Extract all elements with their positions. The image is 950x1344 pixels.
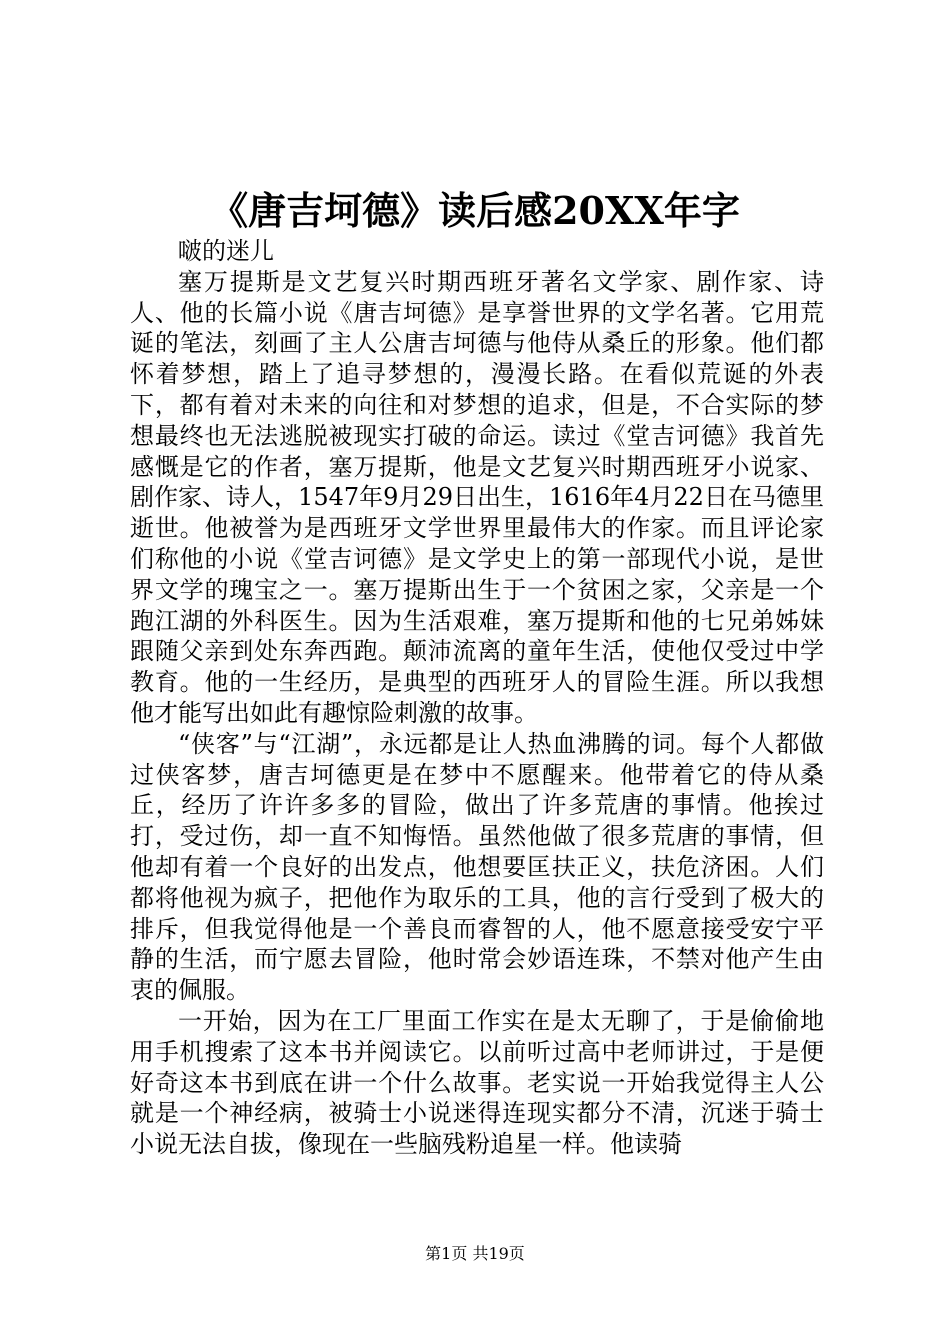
paragraph-3: 一开始，因为在工厂里面工作实在是太无聊了，于是偷偷地用手机搜索了这本书并阅读它。以前听过高中老师讲过，于是便好奇这本书到底在讲一个什么故事。老实说一开始我觉得主人公就是一个神经病，被骑士小说迷得连现实都分不清，沉迷于骑士小说无法自拔，像现在一些脑残粉追星一样。他读骑 [130, 1006, 824, 1159]
author-line: 啵的迷儿 [178, 237, 274, 265]
document-title: 《唐吉坷德》读后感20XX年字 [210, 188, 740, 233]
page-footer: 第1页 共19页 [425, 1244, 525, 1263]
document-body [130, 236, 824, 1160]
paragraph-2: “侠客”与“江湖”，永远都是让人热血沸腾的词。每个人都做过侠客梦，唐吉坷德更是在梦中不愿醒来。他带着它的侍从桑丘，经历了许许多多的冒险，做出了许多荒唐的事情。他挨过打，受过伤，却一直不知悔悟。虽然他做了很多荒唐的事情，但他却有着一个良好的出发点，他想要匡扶正义，扶危济困。人们都将他视为疯子，把他作为取乐的工具，他的言行受到了极大的排斥，但我觉得他是一个善良而睿智的人，他不愿意接受安宁平静的生活，而宁愿去冒险，他时常会妙语连珠，不禁对他产生由衷的佩服。 [130, 729, 824, 1005]
paragraph-1: 塞万提斯是文艺复兴时期西班牙著名文学家、剧作家、诗人、他的长篇小说《唐吉坷德》是享誉世界的文学名著。它用荒诞的笔法，刻画了主人公唐吉坷德与他侍从桑丘的形象。他们都怀着梦想，踏上了追寻梦想的，漫漫长路。在看似荒诞的外表下，都有着对未来的向往和对梦想的追求，但是，不合实际的梦想最终也无法逃脱被现实打破的命运。读过《堂吉诃德》我首先感慨是它的作者，塞万提斯，他是文艺复兴时期西班牙小说家、剧作家、诗人，1547年9月29日出生，1616年4月22日在马德里逝世。他被誉为是西班牙文学世界里最伟大的作家。而且评论家们称他的小说《堂吉诃德》是文学史上的第一部现代小说，是世界文学的瑰宝之一。塞万提斯出生于一个贫困之家，父亲是一个跑江湖的外科医生。因为生活艰难，塞万提斯和他的七兄弟姊妹跟随父亲到处东奔西跑。颠沛流离的童年生活，使他仅受过中学教育。他的一生经历，是典型的西班牙人的冒险生涯。所以我想他才能写出如此有趣惊险刺激的故事。 [130, 267, 824, 727]
